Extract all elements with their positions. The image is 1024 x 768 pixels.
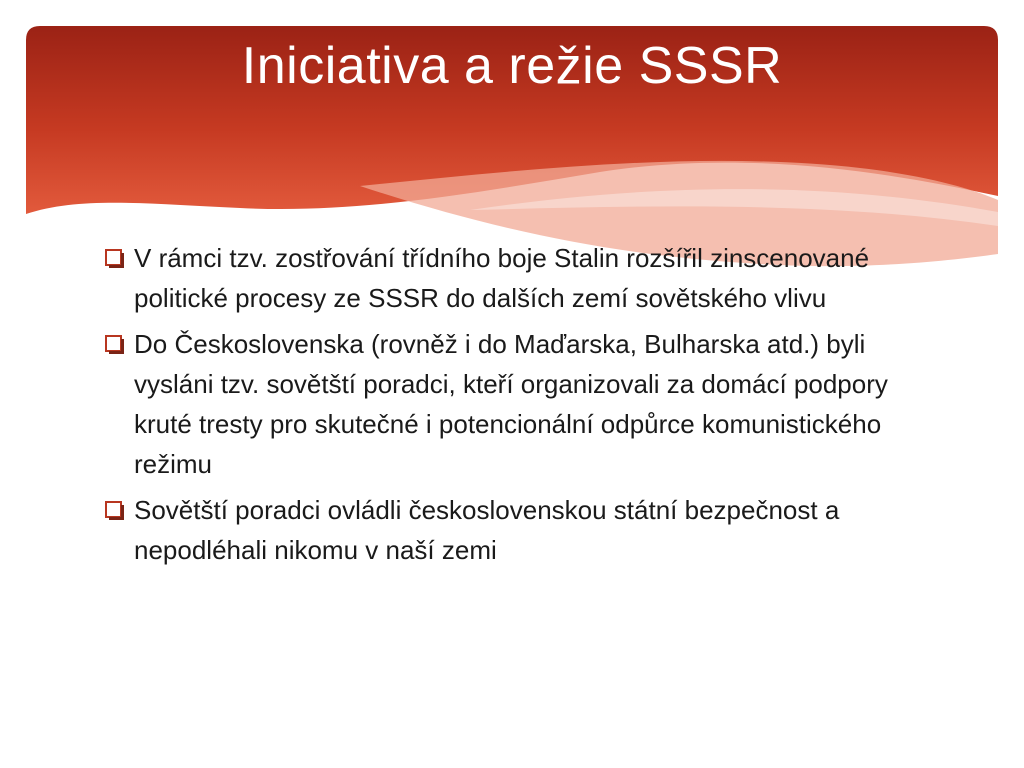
bullet-text: Do Československa (rovněž i do Maďarska, Bulharska atd.) byli vysláni tzv. sovětští poradci, kteří organizovali za domácí podpory kruté tresty pro skutečné i potencionální odpůrce komunistického režimu — [134, 329, 888, 479]
hollow-square-bullet-icon — [104, 248, 126, 270]
slide-title: Iniciativa a režie SSSR — [241, 37, 783, 95]
bullet-text: V rámci tzv. zostřování třídního boje Stalin rozšířil zinscenované politické procesy ze SSSR do dalších zemí sovětského vlivu — [134, 243, 870, 313]
hollow-square-bullet-icon — [104, 500, 126, 522]
hollow-square-bullet-icon — [104, 334, 126, 356]
bullet-item — [104, 324, 914, 484]
bullet-text: Sovětští poradci ovládli československou státní bezpečnost a nepodléhali nikomu v naší zemi — [134, 495, 840, 565]
bullet-item — [104, 490, 914, 570]
bullet-list — [104, 238, 914, 576]
bullet-item — [104, 238, 914, 318]
